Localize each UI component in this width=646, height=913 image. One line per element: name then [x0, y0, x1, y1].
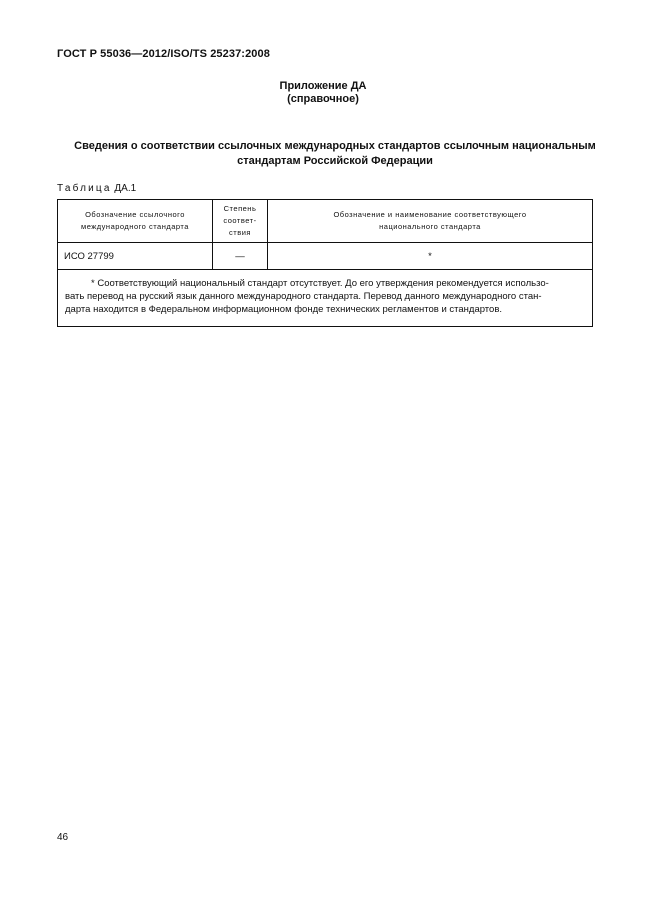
- table-label: [57, 183, 136, 194]
- cell-national-standard: *: [268, 243, 593, 270]
- table-header-row: [58, 200, 593, 243]
- header-national-standard: [268, 200, 593, 243]
- footnote-line-2: вать перевод на русский язык данного международного стандарта. Перевод данного международного стан-: [65, 291, 542, 302]
- section-title-line-2: стандартам Российской Федерации: [237, 155, 433, 167]
- table-label-word: Таблица: [57, 183, 112, 194]
- appendix-heading: [0, 80, 646, 106]
- appendix-subtitle: (справочное): [287, 93, 359, 105]
- document-header: ГОСТ Р 55036—2012/ISO/TS 25237:2008: [57, 48, 270, 60]
- header-line: Обозначение ссылочного: [85, 210, 185, 219]
- header-line: Обозначение и наименование соответствующего: [333, 210, 527, 219]
- header-degree-of-conformity: [213, 200, 268, 243]
- header-international-standard: [58, 200, 213, 243]
- header-line: соответ-: [223, 216, 257, 225]
- table-footnote: [58, 270, 593, 327]
- table-label-number: ДА.1: [114, 183, 137, 194]
- footnote-line-3: дарта находится в Федеральном информационном фонде технических регламентов и стандартов.: [65, 304, 503, 315]
- section-title-line-1: Сведения о соответствии ссылочных международных стандартов ссылочным национальным: [74, 140, 596, 152]
- footnote-text: * Соответствующий национальный стандарт отсутствует. До его утверждения рекомендуется использо-: [91, 278, 549, 289]
- cell-international-standard: ИСО 27799: [58, 243, 213, 270]
- page-number: 46: [57, 832, 69, 843]
- header-line: национального стандарта: [379, 222, 481, 231]
- header-line: международного стандарта: [81, 222, 189, 231]
- header-line: Степень: [223, 204, 257, 213]
- section-title: [57, 139, 613, 169]
- table-row: [58, 243, 593, 270]
- table-footnote-row: [58, 270, 593, 327]
- header-line: ствия: [229, 228, 251, 237]
- appendix-title: Приложение ДА: [279, 80, 367, 92]
- footnote-line-1: [65, 277, 584, 290]
- cell-degree-of-conformity: —: [213, 243, 268, 270]
- correspondence-table: [57, 199, 593, 327]
